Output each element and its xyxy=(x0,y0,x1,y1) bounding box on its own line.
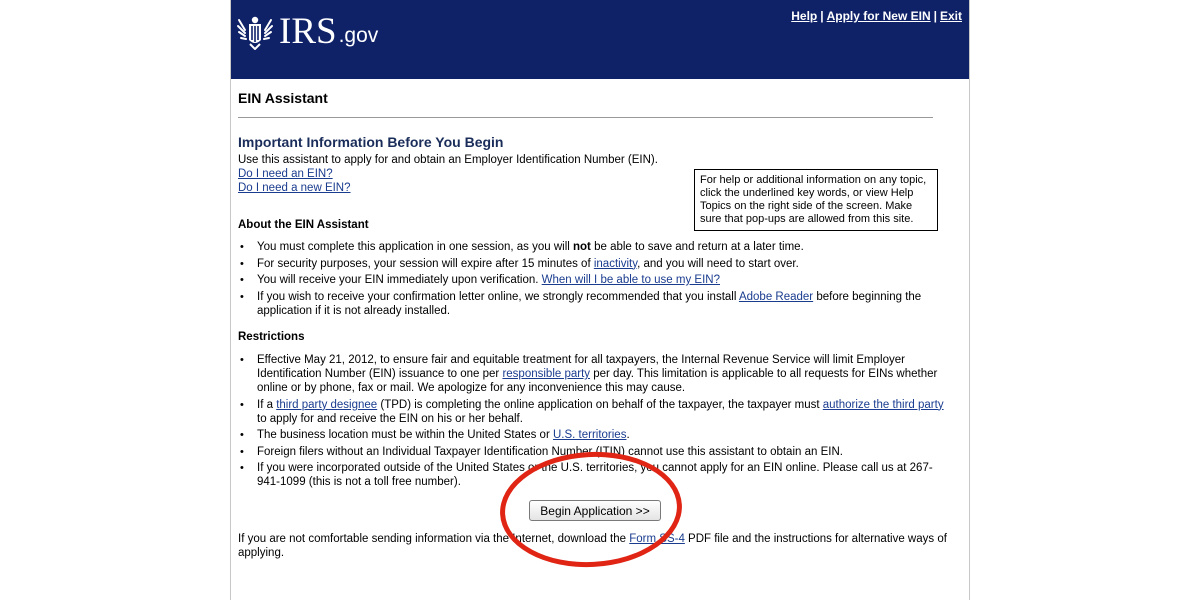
list-item: • If you wish to receive your confirmation letter online, we strongly recommended that you install Adobe Reader before beginning the application if it is not already installed. xyxy=(238,290,950,318)
list-item: • If a third party designee (TPD) is completing the online application on behalf of the taxpayer, the taxpayer must authorize the third party to apply for and receive the EIN on his or her behalf. xyxy=(238,398,950,426)
list-item: • If you were incorporated outside of the United States or the U.S. territories, you cannot apply for an EIN online. Please call us at 267-941-1099 (this is not a toll free number). xyxy=(238,461,950,489)
exit-link[interactable]: Exit xyxy=(939,9,962,23)
responsible-party-link[interactable]: responsible party xyxy=(502,368,591,380)
irs-logo[interactable] xyxy=(236,13,378,50)
when-use-ein-link[interactable]: When will I be able to use my EIN? xyxy=(541,274,720,286)
about-list xyxy=(238,240,950,320)
list-item: • You must complete this application in one session, as you will not be able to save and return at a later time. xyxy=(238,240,950,254)
eagle-icon xyxy=(236,14,274,50)
help-info-box: For help or additional information on any topic, click the underlined key words, or view Help Topics on the right side of the screen. Make sure that pop-ups are allowed from this site. xyxy=(694,169,938,231)
irs-header xyxy=(231,0,969,79)
list-item: • Foreign filers without an Individual Taxpayer Identification Number (ITIN) cannot use this assistant to obtain an EIN. xyxy=(238,445,950,459)
divider xyxy=(238,117,933,118)
inactivity-link[interactable]: inactivity xyxy=(593,257,638,270)
about-heading: About the EIN Assistant xyxy=(238,219,369,231)
form-ss4-link[interactable]: Form SS-4 xyxy=(629,533,685,545)
list-item: • Effective May 21, 2012, to ensure fair and equitable treatment for all taxpayers, the Internal Revenue Service will limit Employer Identification Number (EIN) issuance to one per responsible party per day. This limitation is applicable to all requests for EINs whether online or by phone, fax or mail. We apologize for any inconvenience this may cause. xyxy=(238,353,950,395)
logo-irs-text: IRS xyxy=(279,11,337,52)
list-item: • You will receive your EIN immediately upon verification. When will I be able to use my EIN? xyxy=(238,273,950,287)
adobe-reader-link[interactable]: Adobe Reader xyxy=(738,290,814,303)
browser-page xyxy=(230,0,970,600)
need-new-ein-link[interactable]: Do I need a new EIN? xyxy=(238,182,351,194)
list-item: • The business location must be within the United States or U.S. territories. xyxy=(238,428,950,442)
apply-new-ein-link[interactable]: Apply for New EIN xyxy=(826,9,931,23)
intro-heading: Important Information Before You Begin xyxy=(238,134,504,150)
need-ein-link[interactable]: Do I need an EIN? xyxy=(238,168,333,180)
footer-text: If you are not comfortable sending information via the Internet, download the Form SS-4 PDF file and the instructions for alternative ways of applying. xyxy=(238,533,947,559)
help-link[interactable]: Help xyxy=(791,9,818,23)
authorize-third-party-link[interactable]: authorize the third party xyxy=(822,398,944,411)
third-party-designee-link[interactable]: third party designee xyxy=(276,398,378,411)
top-nav-links xyxy=(791,9,962,23)
emphasis-not: not xyxy=(573,241,591,253)
intro-block xyxy=(238,153,658,195)
nav-separator: | xyxy=(820,9,824,23)
list-item: • For security purposes, your session will expire after 15 minutes of inactivity, and you will need to start over. xyxy=(238,257,950,271)
us-territories-link[interactable]: U.S. territories xyxy=(552,429,627,441)
restrictions-heading: Restrictions xyxy=(238,331,305,343)
logo-gov-suffix: .gov xyxy=(338,24,379,47)
page-title: EIN Assistant xyxy=(238,90,328,106)
nav-separator: | xyxy=(933,9,937,23)
restrictions-list xyxy=(238,353,950,492)
begin-application-button[interactable]: Begin Application >> xyxy=(529,500,661,521)
intro-text: Use this assistant to apply for and obtain an Employer Identification Number (EIN). xyxy=(238,154,658,166)
